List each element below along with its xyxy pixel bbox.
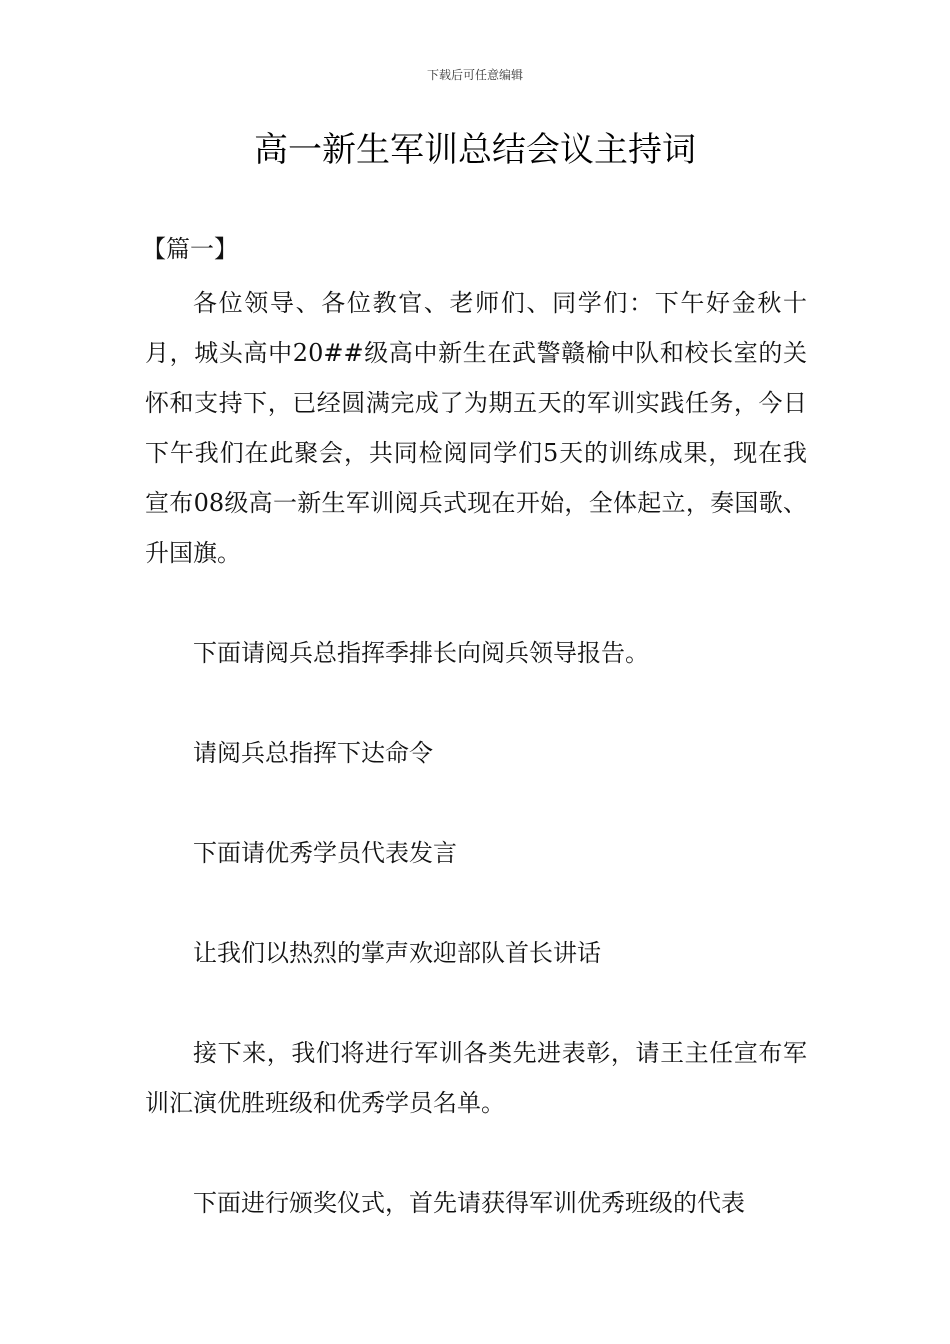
paragraph-report: 下面请阅兵总指挥季排长向阅兵领导报告。 — [193, 639, 649, 667]
paragraph-commander-speech: 让我们以热烈的掌声欢迎部队首长讲话 — [193, 939, 601, 967]
section-label: 【篇一】 — [142, 235, 238, 263]
paragraph-gap — [145, 878, 807, 928]
paragraph-command: 请阅兵总指挥下达命令 — [193, 739, 433, 767]
document-body — [142, 228, 807, 1228]
paragraph-student-speech: 下面请优秀学员代表发言 — [193, 839, 457, 867]
paragraph-gap — [145, 778, 807, 828]
header-note: 下载后可任意编辑 — [426, 68, 523, 82]
paragraph-gap — [145, 978, 807, 1028]
paragraph-awards-announcement: 接下来，我们将进行军训各类先进表彰，请王主任宣布军训汇演优胜班级和优秀学员名单。 — [145, 1039, 807, 1117]
document-title: 高一新生军训总结会议主持词 — [254, 130, 696, 170]
paragraph-gap — [145, 578, 807, 628]
paragraph-award-ceremony: 下面进行颁奖仪式，首先请获得军训优秀班级的代表 — [193, 1189, 745, 1217]
paragraph-opening: 各位领导、各位教官、老师们、同学们：下午好金秋十月，城头高中20##级高中新生在武警赣榆中队和校长室的关怀和支持下，已经圆满完成了为期五天的军训实践任务，今日下午我们在此聚会，共同检阅同学们5天的训练成果，现在我宣布08级高一新生军训阅兵式现在开始，全体起立，奏国歌、升国旗。 — [145, 289, 807, 567]
paragraph-gap — [145, 678, 807, 728]
paragraph-gap — [145, 1128, 807, 1178]
